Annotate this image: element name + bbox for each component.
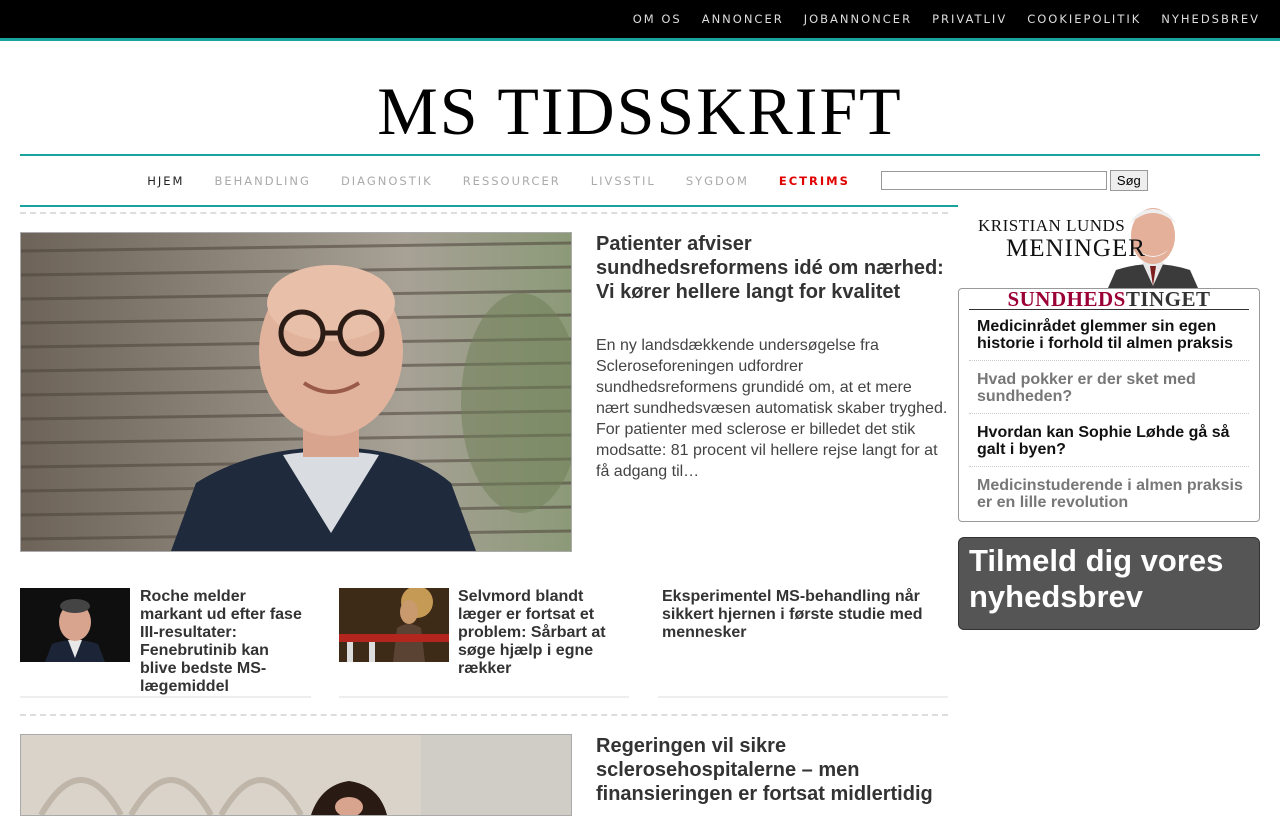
site-logo[interactable]: MS TIDSSKRIFT (377, 73, 903, 149)
top-nav-om-os[interactable]: OM OS (632, 12, 682, 26)
top-nav-cookiepolitik[interactable]: COOKIEPOLITIK (1027, 12, 1142, 26)
nav-item-hjem[interactable]: HJEM (147, 173, 185, 188)
article-card[interactable] (339, 588, 629, 698)
divider (969, 360, 1249, 361)
feature2-photo (21, 735, 571, 815)
card-photo (20, 588, 130, 662)
nav-item-sygdom[interactable]: SYGDOM (685, 173, 749, 188)
divider (20, 714, 948, 716)
feature2-image[interactable] (20, 734, 572, 816)
card-title[interactable]: Selvmord blandt læger er fortsat et problem: Sårbart at søge hjælp i egne rækker (458, 588, 606, 677)
article-card[interactable] (658, 588, 948, 698)
sundhedstinget-header-part2: TINGET (1125, 287, 1211, 311)
opinion-banner[interactable] (958, 200, 1260, 288)
feature-title[interactable]: Patienter afviser sundhedsreformens idé om nærhed: Vi kører hellere langt for kvalitet (596, 233, 944, 303)
opinion-line2: MENINGER (1006, 235, 1146, 262)
opinion-banner-graphic (958, 200, 1260, 288)
sundhedstinget-item[interactable]: Hvordan kan Sophie Løhde gå så galt i byen? (977, 424, 1230, 458)
search-button[interactable]: Søg (1110, 170, 1148, 191)
sundhedstinget-item[interactable]: Medicinrådet glemmer sin egen historie i forhold til almen praksis (977, 318, 1234, 352)
newsletter-signup[interactable] (958, 537, 1260, 630)
top-nav-jobannoncer[interactable]: JOBANNONCER (803, 12, 913, 26)
top-nav-nyhedsbrev[interactable]: NYHEDSBREV (1161, 12, 1260, 26)
portrait-photo (21, 233, 571, 551)
sundhedstinget-item[interactable]: Medicinstuderende i almen praksis er en lille revolution (977, 477, 1243, 511)
divider (20, 212, 948, 214)
top-bar (0, 0, 1280, 41)
nav-item-livsstil[interactable]: LIVSSTIL (590, 173, 656, 188)
nav-item-diagnostik[interactable]: DIAGNOSTIK (340, 173, 433, 188)
feature-excerpt: En ny landsdækkende undersøgelse fra Scleroseforeningen udfordrer sundhedsreformens grundidé om, at et mere nært sundhedsvæsen automatisk skaber tryghed. For patienter med sclerose er billedet det stik modsatte: 81 procent vil hellere rejse langt for at få adgang til… (596, 337, 948, 480)
top-nav-annoncer[interactable]: ANNONCER (701, 12, 784, 26)
nav-item-behandling[interactable]: BEHANDLING (214, 173, 311, 188)
divider (969, 413, 1249, 414)
feature2-title[interactable]: Regeringen vil sikre sclerosehospitalerne – men finansieringen er fortsat midlertidig (596, 735, 933, 805)
nav-item-ressourcer[interactable]: RESSOURCER (462, 173, 561, 188)
sundhedstinget-header-part1: SUNDHEDS (1007, 287, 1126, 311)
sundhedstinget-header[interactable] (969, 289, 1249, 310)
nav-item-ectrims[interactable]: ECTRIMS (778, 173, 850, 188)
newsletter-text: Tilmeld dig vores nyhedsbrev (969, 543, 1224, 614)
divider (969, 466, 1249, 467)
opinion-line1: KRISTIAN LUNDS (978, 216, 1126, 235)
card-title[interactable]: Eksperimentel MS-behandling når sikkert hjernen i første studie med mennesker (662, 588, 923, 641)
article-card[interactable] (20, 588, 311, 698)
sundhedstinget-item[interactable]: Hvad pokker er der sket med sundheden? (977, 371, 1196, 405)
top-nav (613, 0, 1260, 38)
top-nav-privatliv[interactable]: PRIVATLIV (932, 12, 1008, 26)
feature-image[interactable] (20, 232, 572, 552)
card-image[interactable] (20, 588, 130, 662)
card-image[interactable] (339, 588, 449, 662)
card-photo (339, 588, 449, 662)
card-title[interactable]: Roche melder markant ud efter fase III-resultater: Fenebrutinib kan blive bedste MS-lægemiddel (140, 588, 302, 695)
sundhedstinget-box (958, 288, 1260, 522)
search-input[interactable] (881, 171, 1107, 190)
